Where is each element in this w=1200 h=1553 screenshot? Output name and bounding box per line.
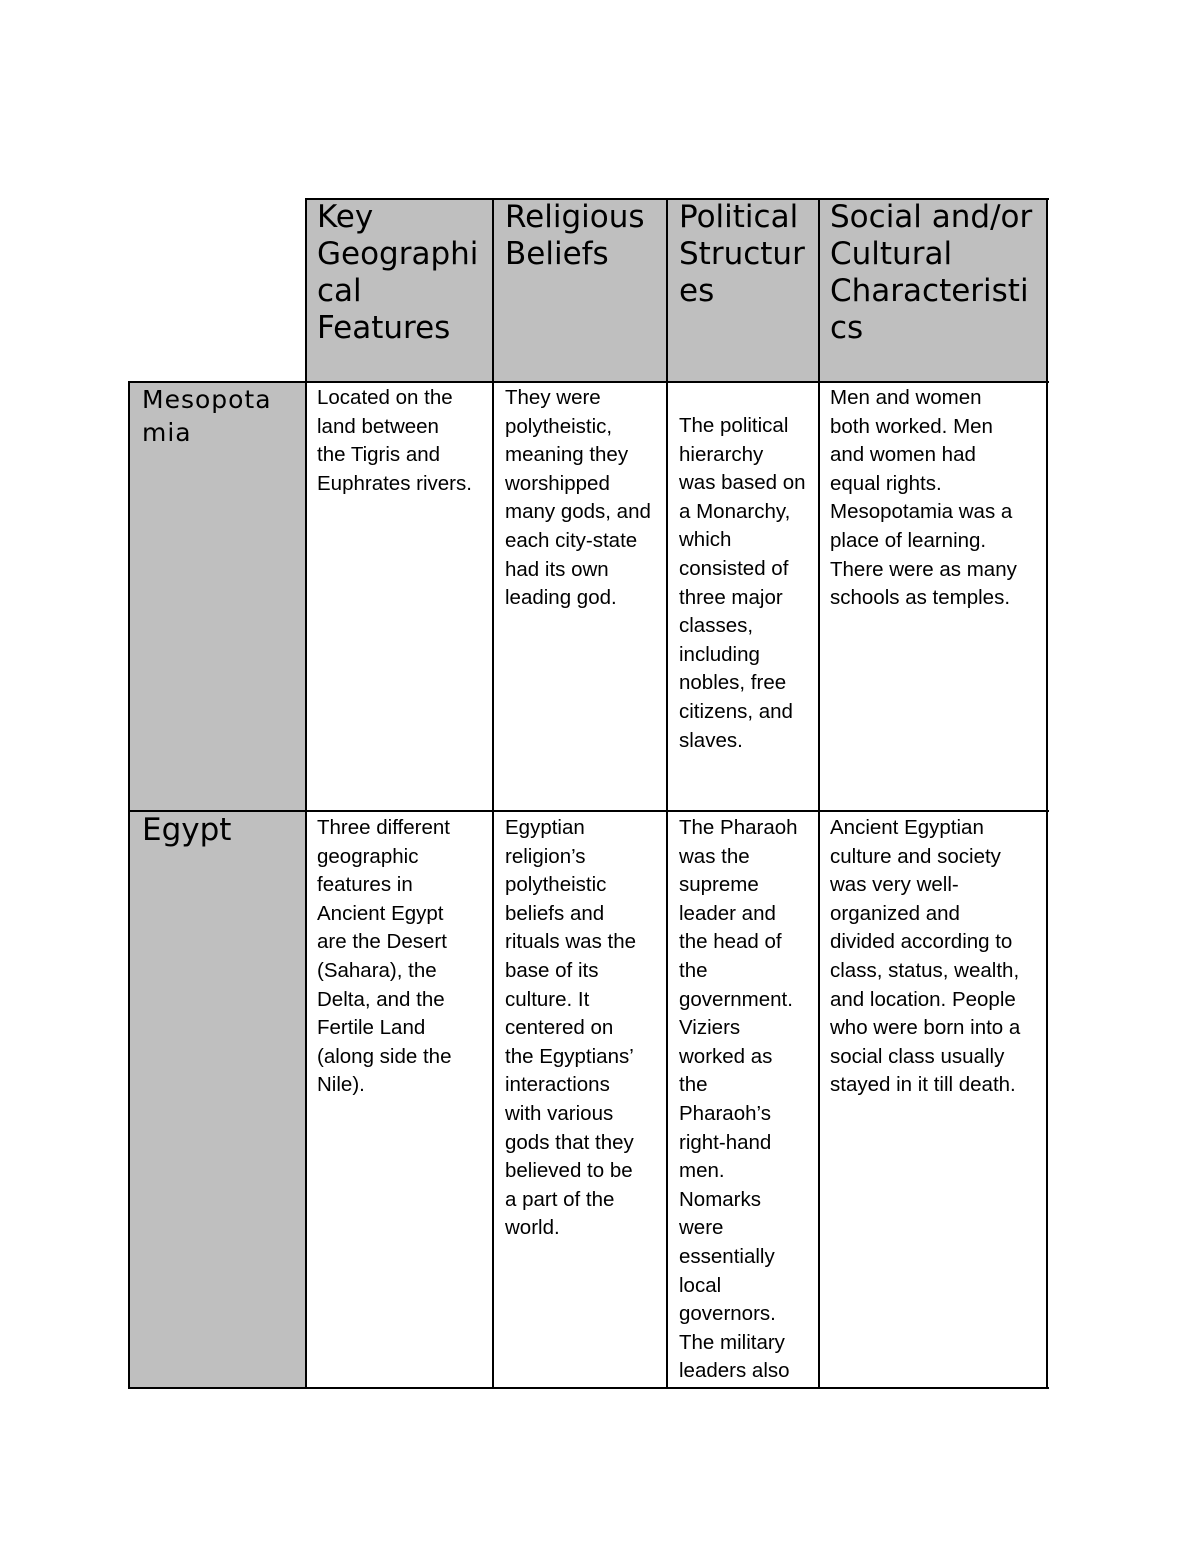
column-divider-3 (666, 198, 668, 1389)
mesopotamia-politics-cell: The political hierarchy was based on a Monarchy, which consisted of three major classes, including nobles, free citizens, and slaves. (679, 414, 806, 752)
header-religious-beliefs: Religious Beliefs (505, 199, 645, 272)
mesopotamia-social-cell: Men and women both worked. Men and women had equal rights. Mesopotamia was a place of learning. There were as many schools as temples. (830, 386, 1017, 610)
column-divider-2 (492, 198, 494, 1389)
column-divider-1 (305, 198, 307, 1389)
header-geographical-features: Key Geographi cal Features (317, 199, 479, 346)
table-border-left (128, 381, 130, 1389)
egypt-social-cell: Ancient Egyptian culture and society was very well- organized and divided according to class, status, wealth, and location. People who were born into a social class usually stayed in it till death. (830, 816, 1021, 1097)
table-border-bottom (128, 1387, 1049, 1389)
table-border-right (1046, 198, 1048, 1389)
column-divider-4 (818, 198, 820, 1389)
egypt-politics-cell: The Pharaoh was the supreme leader and the head of the government. Viziers worked as the Pharaoh’s right-hand men. Nomarks were essentially local governors. The military leaders also (679, 816, 798, 1383)
header-social-cultural: Social and/or Cultural Characteristi cs (830, 199, 1033, 346)
header-political-structures: Political Structur es (679, 199, 805, 309)
egypt-religion-cell: Egyptian religion’s polytheistic beliefs and rituals was the base of its culture. It centered on the Egyptians’ interactions with various gods that they believed to be a part of the world. (505, 816, 637, 1240)
row-label-egypt: Egypt (142, 812, 232, 848)
row-label-mesopotamia: Mesopota mia (142, 385, 272, 447)
row-label-column-fill (129, 382, 306, 1388)
egypt-geography-cell: Three different geographic features in Ancient Egypt are the Desert (Sahara), the Delta, and the Fertile Land (along side the Nile). (317, 816, 452, 1097)
mesopotamia-religion-cell: They were polytheistic, meaning they worshipped many gods, and each city-state had its own leading god. (505, 386, 651, 610)
mesopotamia-geography-cell: Located on the land between the Tigris and Euphrates rivers. (317, 386, 472, 495)
